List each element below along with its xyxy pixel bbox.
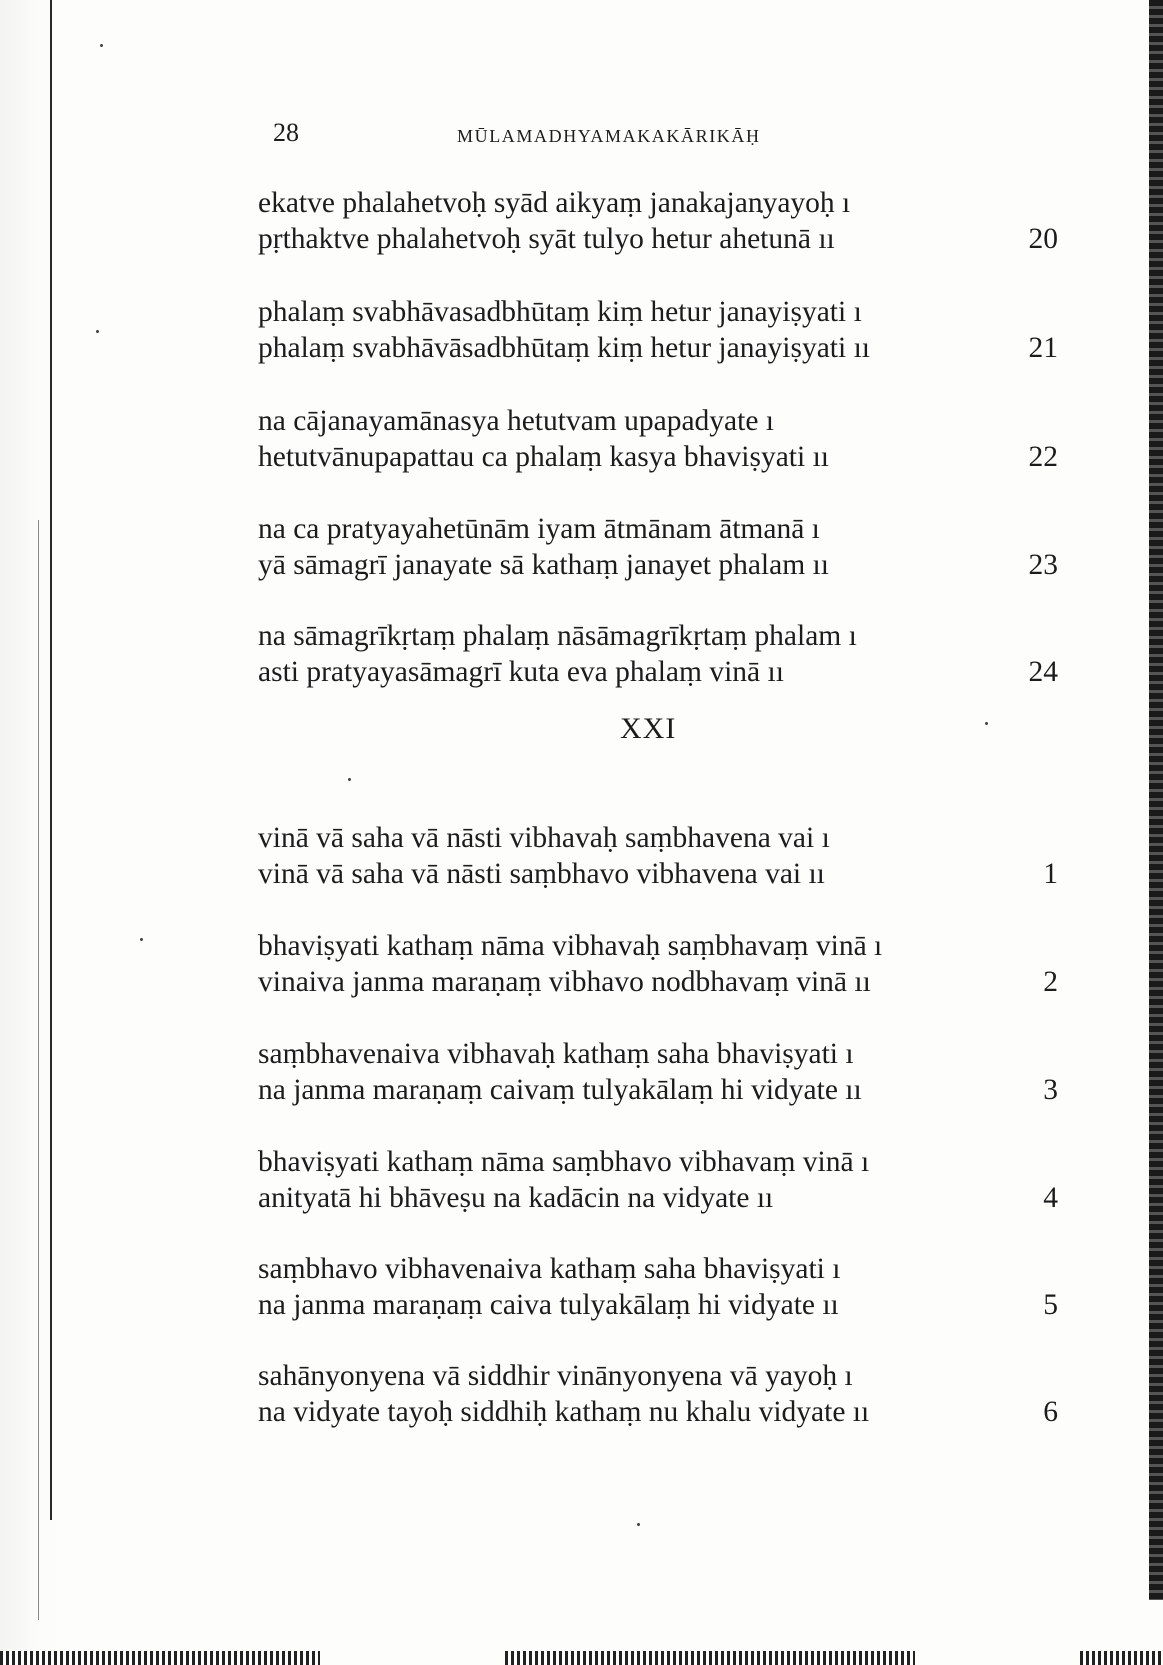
verse-line xyxy=(258,185,1058,221)
verse-line xyxy=(258,654,1058,690)
verse-line xyxy=(258,439,1058,475)
verse-line xyxy=(258,1036,1058,1072)
verse-line xyxy=(258,330,1058,366)
scan-line-left xyxy=(50,0,52,1520)
verse-23 xyxy=(258,511,1058,583)
verse-line-1: ekatve phalahetvoḥ syād aikyaṃ janakajanyayoḥ ı xyxy=(258,187,851,219)
verse-number: 23 xyxy=(1028,549,1058,581)
verse-line-1: na cājanayamānasya hetutvam upapadyate ı xyxy=(258,405,775,437)
verse-6 xyxy=(258,1358,1058,1430)
verse-number: 20 xyxy=(1028,223,1058,255)
page-number: 28 xyxy=(273,118,299,147)
speck xyxy=(348,778,351,781)
verse-line-2: yā sāmagrī janayate sā kathaṃ janayet phalam ıı xyxy=(258,549,829,581)
verse-line-2: phalaṃ svabhāvāsadbhūtaṃ kiṃ hetur janayiṣyati ıı xyxy=(258,332,870,364)
verse-line xyxy=(258,403,1058,439)
verse-line xyxy=(258,1144,1058,1180)
verse-line-1: phalaṃ svabhāvasadbhūtaṃ kiṃ hetur janayiṣyati ı xyxy=(258,296,862,328)
verse-line-1: saṃbhavenaiva vibhavaḥ kathaṃ saha bhaviṣyati ı xyxy=(258,1038,854,1070)
chapter-heading: XXI xyxy=(620,712,677,745)
speck xyxy=(637,1523,640,1526)
verse-line xyxy=(258,511,1058,547)
scan-edge-right xyxy=(1149,0,1163,1600)
verse-line-1: sahānyonyena vā siddhir vinānyonyena vā yayoḥ ı xyxy=(258,1360,853,1392)
verse-line xyxy=(258,928,1058,964)
verse-line xyxy=(258,1358,1058,1394)
verse-line-1: vinā vā saha vā nāsti vibhavaḥ saṃbhavena vai ı xyxy=(258,822,830,854)
verse-24 xyxy=(258,618,1058,690)
verse-line-2: vinaiva janma maraṇaṃ vibhavo nodbhavaṃ vinā ıı xyxy=(258,966,871,998)
verse-line-2: na janma maraṇaṃ caivaṃ tulyakālaṃ hi vidyate ıı xyxy=(258,1074,862,1106)
verse-line xyxy=(258,618,1058,654)
verse-line xyxy=(258,221,1058,257)
verse-5 xyxy=(258,1251,1058,1323)
verse-line-1: saṃbhavo vibhavenaiva kathaṃ saha bhaviṣyati ı xyxy=(258,1253,841,1285)
verse-21 xyxy=(258,294,1058,366)
verse-line xyxy=(258,820,1058,856)
verse-number: 21 xyxy=(1028,332,1058,364)
verse-3 xyxy=(258,1036,1058,1108)
verse-number: 5 xyxy=(1043,1289,1058,1321)
verse-line xyxy=(258,547,1058,583)
verse-line xyxy=(258,1287,1058,1323)
verse-line xyxy=(258,1251,1058,1287)
verse-22 xyxy=(258,403,1058,475)
running-head: MŪLAMADHYAMAKAKĀRIKĀḤ xyxy=(457,126,761,146)
verse-line xyxy=(258,1072,1058,1108)
verse-line-1: na ca pratyayahetūnām iyam ātmānam ātmanā ı xyxy=(258,513,820,545)
verse-line-2: vinā vā saha vā nāsti saṃbhavo vibhavena vai ıı xyxy=(258,858,825,890)
verse-number: 22 xyxy=(1028,441,1058,473)
verse-line xyxy=(258,294,1058,330)
verse-number: 3 xyxy=(1043,1074,1058,1106)
speck xyxy=(140,938,143,941)
verse-line xyxy=(258,856,1058,892)
verse-line xyxy=(258,1180,1058,1216)
speck xyxy=(96,330,99,333)
verse-line-2: asti pratyayasāmagrī kuta eva phalaṃ vinā ıı xyxy=(258,656,784,688)
verse-line-2: na vidyate tayoḥ siddhiḥ kathaṃ nu khalu vidyate ıı xyxy=(258,1396,870,1428)
verse-line-2: hetutvānupapattau ca phalaṃ kasya bhaviṣyati ıı xyxy=(258,441,829,473)
verse-4 xyxy=(258,1144,1058,1216)
verse-line-1: bhaviṣyati kathaṃ nāma vibhavaḥ saṃbhavaṃ vinā ı xyxy=(258,930,883,962)
scan-line-left-2 xyxy=(38,520,39,1620)
speck xyxy=(985,722,988,725)
verse-number: 24 xyxy=(1028,656,1058,688)
verse-number: 6 xyxy=(1043,1396,1058,1428)
verse-1 xyxy=(258,820,1058,892)
verse-number: 2 xyxy=(1043,966,1058,998)
verse-line xyxy=(258,1394,1058,1430)
scan-edge-bottom-left xyxy=(0,1651,320,1665)
verse-line-2: anityatā hi bhāveṣu na kadācin na vidyate ıı xyxy=(258,1182,774,1214)
scan-edge-bottom-right xyxy=(1080,1651,1163,1665)
verse-line xyxy=(258,964,1058,1000)
verse-number: 4 xyxy=(1043,1182,1058,1214)
scan-edge-bottom-center xyxy=(505,1651,915,1665)
verse-line-1: na sāmagrīkṛtaṃ phalaṃ nāsāmagrīkṛtaṃ phalam ı xyxy=(258,620,857,652)
verse-line-2: pṛthaktve phalahetvoḥ syāt tulyo hetur ahetunā ıı xyxy=(258,223,835,255)
verse-line-1: bhaviṣyati kathaṃ nāma saṃbhavo vibhavaṃ vinā ı xyxy=(258,1146,870,1178)
verse-2 xyxy=(258,928,1058,1000)
verse-number: 1 xyxy=(1043,858,1058,890)
speck xyxy=(100,44,103,47)
verse-line-2: na janma maraṇaṃ caiva tulyakālaṃ hi vidyate ıı xyxy=(258,1289,839,1321)
verse-20 xyxy=(258,185,1058,257)
